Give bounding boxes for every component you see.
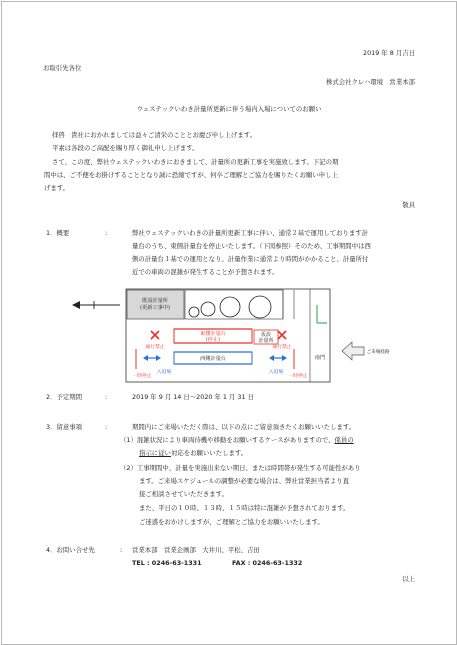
section-3-item-1	[120, 436, 354, 444]
body-line-1: さて、この度、弊社ウェステックいわきにおきまして、計量所の更新工事を実施致します。下記の期	[52, 158, 339, 166]
site-diagram	[2, 285, 456, 395]
entry-right-arrow-icon	[269, 355, 287, 361]
greeting-line-1: 拝啓 貴社におかれましては益々ご清栄のこととお慶び申し上げます。	[52, 131, 256, 139]
greeting-line-2: 平素は各段のご高配を賜り厚く御礼申し上げます。	[52, 144, 199, 152]
section-1-line: 側の計量台１基での運用となり、計量作業に通常より時間がかかること、計量所付	[132, 255, 369, 263]
closing-word: 敬具	[402, 201, 415, 209]
no-entry-right-icon	[278, 331, 286, 339]
section-3-item-2-line: 接ご相談させていただきます。	[139, 490, 228, 498]
body-line-2: 間中は、ご不便をお掛けすることとなり誠に恐縮ですが、何卒ご理解とご協力を賜りたくお願い申し上	[44, 171, 338, 179]
arrival-route-arrow-icon	[342, 342, 364, 360]
section-2-colon: :	[105, 393, 108, 401]
tank-icon	[189, 307, 199, 317]
section-2-number: 2．予定期間	[46, 393, 83, 401]
section-3-item-2-line: （2）工事期間中、計量を実施出来ない期日、または時間帯が発生する可能性があり	[120, 464, 361, 472]
entry-left-label: 入退場	[156, 370, 172, 375]
entry-left-arrow-icon	[143, 355, 161, 361]
section-1-line: 弊社ウェステックいわきの計量所更新工事に伴い、通常２基で運用しております計	[132, 229, 369, 237]
arrival-route-label: ご来場経路	[366, 350, 390, 355]
east-scale-label-2: (停止)	[205, 337, 221, 343]
section-1-line: 量台のうち、東側計量台を停止いたします。（下図参照）そのため、工事期間中は西	[132, 242, 371, 250]
entry-right-label: 入退場	[268, 370, 284, 375]
temp-office-label-2: 計量所	[258, 338, 274, 344]
corner-mark	[317, 305, 327, 323]
recipient: お取引先各位	[43, 64, 82, 72]
temp-office-label-1: 仮設	[260, 332, 272, 338]
no-entry-right-label: 通行禁止	[272, 345, 292, 350]
tank-icon	[201, 302, 215, 316]
exit-arrow	[72, 301, 120, 309]
no-entry-left-icon	[151, 331, 159, 339]
schedule-period: 2019 年 9 月 14 日～2020 年 1 月 31 日	[132, 393, 254, 401]
old-office-label-1: 既設計量所	[142, 298, 168, 304]
south-gate-label: 南門	[314, 355, 326, 361]
section-1-colon: :	[105, 229, 108, 237]
section-3-colon: :	[105, 423, 108, 431]
document-page	[1, 1, 457, 645]
section-4-colon: :	[120, 546, 123, 554]
section-1-number: 1．概要	[46, 229, 70, 237]
tank-icon	[249, 296, 271, 318]
item-1-text-a: （1）混雑状況により車両待機や移動をお願いするケースがありますので、	[120, 436, 335, 444]
stop-left-label: 一時停止	[132, 374, 152, 379]
item-1-text-c: 指示に従い	[139, 449, 171, 457]
closing: 以上	[402, 575, 415, 583]
item-1-text-d: 対応をお願いいたします。	[170, 449, 248, 457]
east-scale-label-1: 東側計量台	[200, 331, 226, 337]
section-4-number: 4．お問い合せ先	[46, 546, 95, 554]
section-1-line: 近での車両の混雑が発生することが予想されます。	[132, 268, 279, 276]
section-3-item-2-line: また、平日の１０時、１３時、１５時は特に混雑が予想されております。	[139, 504, 350, 512]
section-3-number: 3．留意事項	[46, 423, 83, 431]
section-3-item-2-line: ます。ご来場スケジュールの調整が必要な場合は、弊社営業担当者より直	[139, 477, 349, 485]
date: 2019 年 8 月吉日	[363, 49, 415, 57]
tank-icon	[220, 297, 240, 317]
section-3-item-2-line: ご迷惑をおかけしますが、ご理解とご協力をお願いいたします。	[139, 518, 324, 526]
document-title: ウェステックいわき計量所更新に伴う場内入場についてのお願い	[136, 105, 322, 113]
west-scale-label: 西側計量台	[200, 356, 226, 362]
stop-right-label: 一時停止	[288, 374, 308, 379]
contact-department: 営業本部 営業企画部 大井川、平松、吉田	[132, 546, 260, 554]
no-entry-left-label: 通行禁止	[145, 345, 165, 350]
contact-fax: FAX : 0246-63-1332	[232, 559, 303, 567]
sender: 株式会社クレハ環境 営業本部	[325, 78, 415, 86]
item-1-text-b: 係員の	[334, 436, 354, 444]
body-line-3: げます。	[44, 184, 70, 192]
section-3-intro: 期間内にご来場いただく際は、以下の点にご留意頂きたくお願いいたします。	[132, 423, 356, 431]
contact-tel: TEL : 0246-63-1331	[132, 559, 202, 567]
old-office-label-2: (更新工事中)	[140, 305, 170, 311]
section-3-item-1-cont	[139, 449, 247, 457]
